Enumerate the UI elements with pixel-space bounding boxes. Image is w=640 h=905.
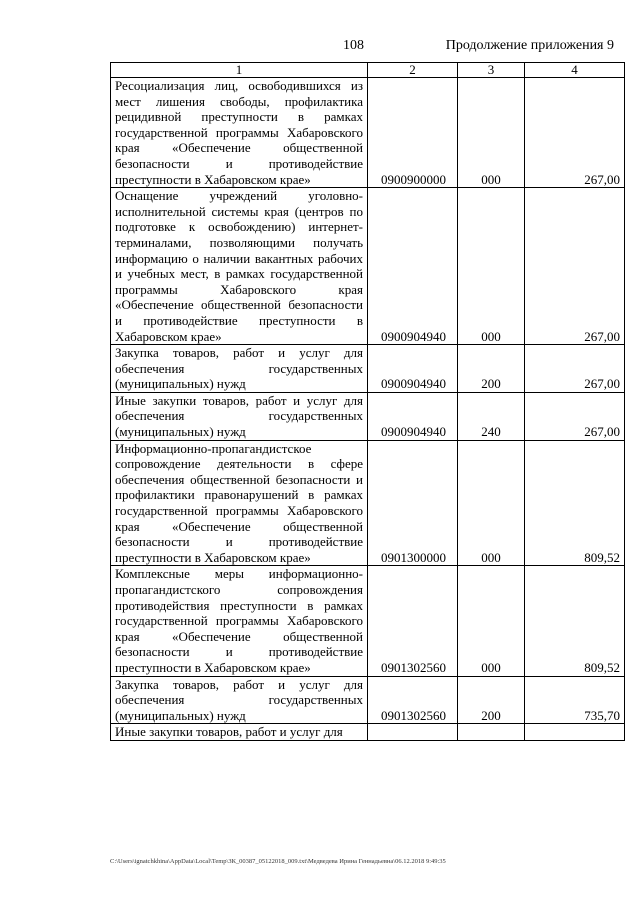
row-name: Иные закупки товаров, работ и услуг для обеспечения государственных (муниципальных) нужд [111,392,368,440]
row-type: 240 [458,392,525,440]
row-amount: 809,52 [525,566,625,676]
row-name: Оснащение учреждений уголовно-исполнительной системы края (центров по подготовке к освобождению) интернет-терминалами, позволяющими получать информацию о наличии вакантных рабочих и учебных мест, в рамках государственной программы Хабаровского края «Обеспечение общественной безопасности и противодействие преступности в Хабаровском крае» [111,188,368,345]
row-amount: 267,00 [525,392,625,440]
row-name: Информационно-пропагандистское сопровождение деятельности в сфере обеспечения общественной безопасности и профилактики правонарушений в рамках государственной программы Хабаровского края «Обеспечение общественной безопасности и противодействие преступности в Хабаровском крае» [111,440,368,566]
row-code: 0901300000 [368,440,458,566]
table-row [111,345,625,393]
row-type [458,724,525,741]
row-name: Закупка товаров, работ и услуг для обеспечения государственных (муниципальных) нужд [111,345,368,393]
column-number-row [111,63,625,78]
table-row [111,724,625,741]
table-row [111,78,625,188]
row-type: 200 [458,345,525,393]
column-number-2: 2 [368,63,458,78]
appendix-label: Продолжение приложения 9 [445,38,614,53]
table-row [111,566,625,676]
row-code: 0901302560 [368,676,458,724]
row-amount: 735,70 [525,676,625,724]
row-amount: 809,52 [525,440,625,566]
column-number-1: 1 [111,63,368,78]
row-name: Иные закупки товаров, работ и услуг для [111,724,368,741]
row-amount [525,724,625,741]
row-type: 000 [458,440,525,566]
row-name: Ресоциализация лиц, освободившихся из мест лишения свободы, профилактика рецидивной преступности в рамках государственной программы Хабаровского края «Обеспечение общественной безопасности и противодействие преступности в Хабаровском крае» [111,78,368,188]
row-name: Закупка товаров, работ и услуг для обеспечения государственных (муниципальных) нужд [111,676,368,724]
column-number-3: 3 [458,63,525,78]
row-amount: 267,00 [525,345,625,393]
table-row [111,188,625,345]
row-code: 0900900000 [368,78,458,188]
row-code: 0900904940 [368,345,458,393]
row-type: 000 [458,78,525,188]
row-amount: 267,00 [525,78,625,188]
row-type: 000 [458,188,525,345]
row-name: Комплексные меры информационно-пропагандистского сопровождения противодействия преступности в рамках государственной программы Хабаровского края «Обеспечение общественной безопасности и противодействие преступности в Хабаровском крае» [111,566,368,676]
row-code: 0901302560 [368,566,458,676]
table-row [111,440,625,566]
column-number-4: 4 [525,63,625,78]
table-row [111,676,625,724]
budget-table [110,62,625,741]
page-number: 108 [343,38,364,53]
row-code: 0900904940 [368,188,458,345]
file-path-footer: C:\Users\ignatchkhina\AppData\Local\Temp\ЗК_00387_05122018_009.txt\Медведева Ирина Геннадьевна\06.12.2018 9:49:35 [110,858,446,865]
row-type: 200 [458,676,525,724]
row-amount: 267,00 [525,188,625,345]
row-type: 000 [458,566,525,676]
row-code: 0900904940 [368,392,458,440]
table-row [111,392,625,440]
row-code [368,724,458,741]
